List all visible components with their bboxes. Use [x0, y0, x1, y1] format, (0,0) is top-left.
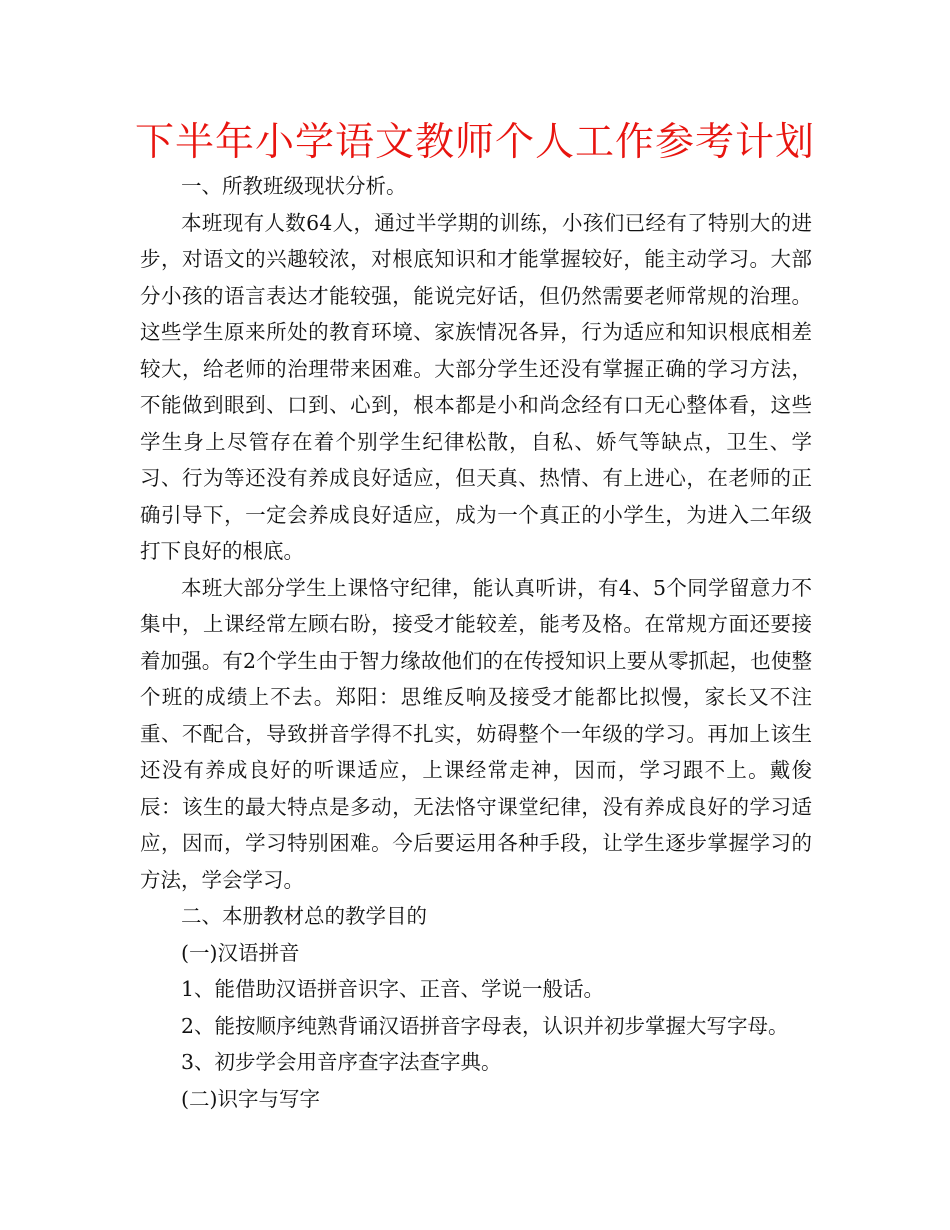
subsection-heading-pinyin: (一)汉语拼音 [181, 940, 300, 965]
document-body [140, 168, 812, 1117]
subsection-heading-literacy: (二)识字与写字 [181, 1086, 320, 1111]
body-paragraph-2: 本班大部分学生上课恪守纪律，能认真听讲，有4、5个同学留意力不集中，上课经常左顾右盼，接受才能较差，能考及格。在常规方面还要接着加强。有2个学生由于智力缘故他们的在传授知识上要从零抓起，也使整个班的成绩上不去。郑阳：思维反响及接受才能都比拟慢，家长又不注重、不配合，导致拼音学得不扎实，妨碍整个一年级的学习。再加上该生还没有养成良好的听课适应，上课经常走神，因而，学习跟不上。戴俊辰：该生的最大特点是多动，无法恪守课堂纪律，没有养成良好的学习适应，因而，学习特别困难。今后要运用各种手段，让学生逐步掌握学习的方法，学会学习。 [140, 575, 812, 892]
body-paragraph-1: 本班现有人数64人，通过半学期的训练，小孩们已经有了特别大的进步，对语文的兴趣较浓，对根底知识和才能掌握较好，能主动学习。大部分小孩的语言表达才能较强，能说完好话，但仍然需要老师常规的治理。这些学生原来所处的教育环境、家族情况各异，行为适应和知识根底相差较大，给老师的治理带来困难。大部分学生还没有掌握正确的学习方法，不能做到眼到、口到、心到，根本都是小和尚念经有口无心整体看，这些学生身上尽管存在着个别学生纪律松散，自私、娇气等缺点，卫生、学习、行为等还没有养成良好适应，但天真、热情、有上进心，在老师的正确引导下，一定会养成良好适应，成为一个真正的小学生，为进入二年级打下良好的根底。 [140, 210, 812, 563]
list-item: 1、能借助汉语拼音识字、正音、学说一般话。 [181, 977, 605, 1001]
document-title: 下半年小学语文教师个人工作参考计划 [134, 120, 815, 165]
section-heading-2: 二、本册教材总的教学目的 [181, 904, 427, 928]
section-heading-1: 一、所教班级现状分析。 [181, 174, 407, 198]
list-item: 3、初步学会用音序查字法查字典。 [181, 1050, 502, 1074]
list-item: 2、能按顺序纯熟背诵汉语拼音字母表，认识并初步掌握大写字母。 [181, 1013, 789, 1038]
